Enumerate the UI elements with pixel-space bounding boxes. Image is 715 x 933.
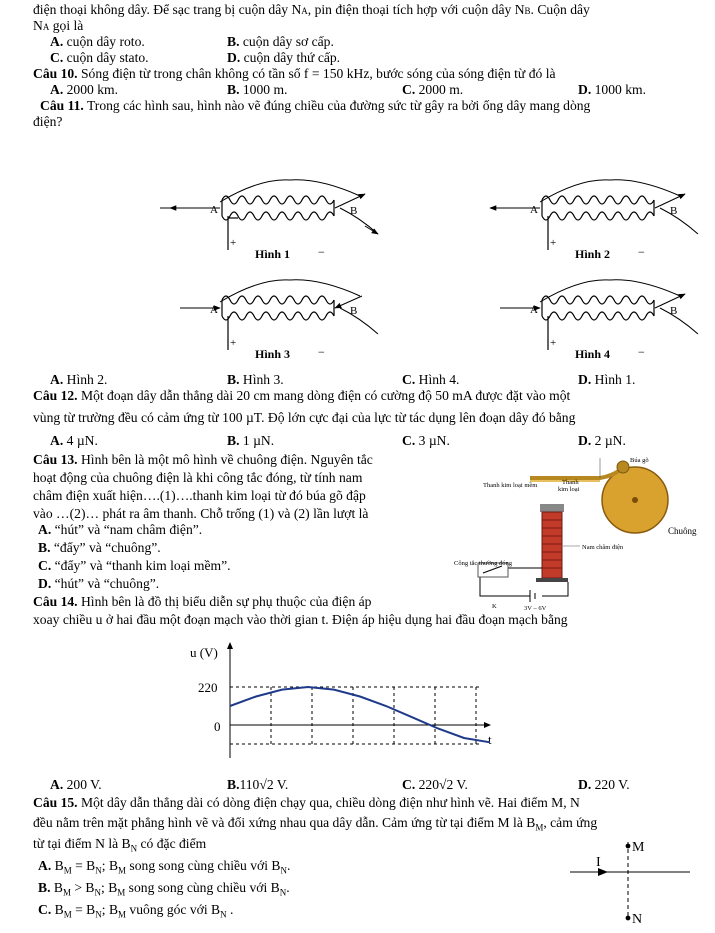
svg-text:A: A	[530, 204, 538, 216]
q15-stem-2: đều nằm trên mặt phẳng hình vẽ và đối xứng nhau qua dây dẫn. Cảm ứng từ tại điểm M là $B_M$, cảm ứng	[33, 815, 598, 833]
svg-text:B: B	[670, 305, 678, 317]
figure-1	[160, 180, 378, 261]
svg-text:−: −	[318, 345, 325, 358]
svg-text:Chuông: Chuông	[668, 526, 697, 536]
p1-option-d: D. cuộn dây thứ cấp.	[227, 50, 341, 65]
svg-text:Công tắc thường đóng: Công tắc thường đóng	[454, 560, 513, 567]
y-axis-arrow	[227, 642, 233, 649]
svg-text:B: B	[670, 205, 678, 217]
p1-option-c: C. cuộn dây stato.	[50, 50, 149, 65]
p1-line1: điện thoại không dây. Để sạc trang bị cuộn dây NA, pin điện thoại tích hợp với cuộn dây NB. Cuộn dây	[33, 2, 590, 17]
electric-bell-figure	[450, 448, 712, 614]
svg-text:+: +	[550, 237, 557, 249]
svg-text:Nam châm điện: Nam châm điện	[582, 544, 624, 551]
q15-stem-1: Câu 15. Một dây dẫn thẳng dài có dòng điện chạy qua, chiều dòng điện như hình vẽ. Hai điểm M, N	[33, 795, 580, 810]
q13-option-d: D. “hút” và “chuông”.	[38, 576, 160, 591]
q11-stem: Câu 11. Trong các hình sau, hình nào vẽ đúng chiều của đường sức từ gây ra bởi ống dây mang dòng	[40, 98, 591, 113]
p1-line2: NA gọi là	[33, 18, 84, 33]
svg-text:K: K	[492, 603, 497, 610]
q13-stem-2: hoạt động của chuông điện là khi công tắc đóng, từ tính nam	[33, 470, 363, 485]
q12-option-c: C. 3 µN.	[402, 433, 450, 448]
q14-option-d: D. 220 V.	[578, 777, 630, 792]
y-tick-0: 0	[214, 719, 221, 734]
q13-option-c: C. “đẩy” và “thanh kim loại mềm”.	[38, 558, 231, 573]
svg-text:Hình 2: Hình 2	[575, 247, 611, 261]
y-axis-label: u (V)	[190, 645, 218, 660]
series-line-u	[230, 687, 490, 742]
q13-option-b: B. “đẩy” và “chuông”.	[38, 540, 161, 555]
solenoid-figures	[150, 178, 710, 358]
q10-option-b: B. 1000 m.	[227, 82, 288, 97]
voltage-time-chart	[150, 640, 510, 770]
svg-text:Hình 3: Hình 3	[255, 347, 291, 358]
figure-2	[490, 180, 698, 261]
q12-stem-2: vùng từ trường đều có cảm ứng từ 100 µT. Độ lớn cực đại của lực từ tác dụng lên đoạn dây đó bằng	[33, 410, 576, 425]
svg-text:kim loại: kim loại	[558, 486, 580, 493]
q14-stem-2: xoay chiều u ở hai đầu một đoạn mạch vào thời gian t. Điện áp hiệu dụng hai đầu đoạn mạch bằng	[33, 612, 568, 627]
svg-text:A: A	[210, 304, 218, 316]
x-axis-arrow	[484, 722, 491, 728]
q13-option-a: A. “hút” và “nam châm điện”.	[38, 522, 203, 537]
svg-text:A: A	[210, 204, 218, 216]
q10-stem: Câu 10. Sóng điện từ trong chân không có tần số f = 150 kHz, bước sóng của sóng điện từ đó là	[33, 66, 556, 81]
q14-option-c: C. 220√2 V.	[402, 777, 468, 792]
svg-text:M: M	[632, 840, 645, 855]
svg-text:3V – 6V: 3V – 6V	[524, 605, 547, 612]
svg-text:B: B	[350, 205, 358, 217]
q13-stem-1: Câu 13. Hình bên là một mô hình về chuông điện. Nguyên tắc	[33, 452, 373, 467]
svg-text:B: B	[350, 305, 358, 317]
q15-option-c: C. $B_M = B_N$; $B_M$ vuông góc với $B_N$ .	[38, 902, 234, 920]
p1-option-b: B. cuộn dây sơ cấp.	[227, 34, 334, 49]
q11-stem-2: điện?	[33, 114, 63, 129]
svg-text:−: −	[638, 245, 645, 259]
q11-option-c: C. Hình 4.	[402, 372, 460, 387]
q13-stem-3: châm điện xuất hiện….(1)….thanh kim loại từ đó búa gõ đập	[33, 488, 366, 503]
q12-option-d: D. 2 µN.	[578, 433, 626, 448]
wire-figure	[570, 838, 710, 933]
svg-text:−: −	[318, 245, 325, 259]
y-tick-220: 220	[198, 680, 218, 695]
q15-option-b: B. $B_M > B_N$; $B_M$ song song cùng chiều với $B_N$.	[38, 880, 290, 898]
q11-option-b: B. Hình 3.	[227, 372, 284, 387]
q10-option-c: C. 2000 m.	[402, 82, 464, 97]
q11-option-a: A. Hình 2.	[50, 372, 108, 387]
svg-text:Thanh: Thanh	[562, 479, 579, 486]
q12-option-b: B. 1 µN.	[227, 433, 275, 448]
figure-3	[180, 280, 378, 358]
svg-text:Búa gõ: Búa gõ	[630, 457, 649, 464]
q14-option-a: A. 200 V.	[50, 777, 102, 792]
q12-stem: Câu 12. Một đoạn dây dẫn thẳng dài 20 cm mang dòng điện có cường độ 50 mA được đặt vào một	[33, 388, 571, 403]
svg-text:N: N	[632, 912, 643, 927]
svg-text:+: +	[230, 237, 237, 249]
q11-option-d: D. Hình 1.	[578, 372, 636, 387]
svg-text:−: −	[638, 345, 645, 358]
svg-text:+: +	[230, 337, 237, 349]
figure-4	[500, 280, 698, 358]
svg-text:Thanh kim loại mềm: Thanh kim loại mềm	[483, 482, 538, 489]
q13-stem-4: vào …(2)… phát ra âm thanh. Chỗ trống (1) và (2) lần lượt là	[33, 506, 369, 521]
svg-text:Hình 4: Hình 4	[575, 347, 611, 358]
svg-text:Hình 1: Hình 1	[255, 247, 291, 261]
svg-text:+: +	[550, 337, 557, 349]
q10-option-a: A. 2000 km.	[50, 82, 118, 97]
q12-option-a: A. 4 µN.	[50, 433, 98, 448]
q14-option-b: B.110√2 V.	[227, 777, 289, 792]
q15-stem-3: từ tại điểm N là $B_N$ có đặc điểm	[33, 836, 207, 854]
p1-option-a: A. cuộn dây roto.	[50, 34, 145, 49]
svg-text:I: I	[596, 855, 601, 870]
q15-option-a: A. $B_M = B_N$; $B_M$ song song cùng chiều với $B_N$.	[38, 858, 291, 876]
svg-text:A: A	[530, 304, 538, 316]
q10-option-d: D. 1000 km.	[578, 82, 646, 97]
x-axis-label: t	[488, 732, 492, 747]
q14-stem-1: Câu 14. Hình bên là đồ thị biểu diễn sự phụ thuộc của điện áp	[33, 594, 372, 609]
